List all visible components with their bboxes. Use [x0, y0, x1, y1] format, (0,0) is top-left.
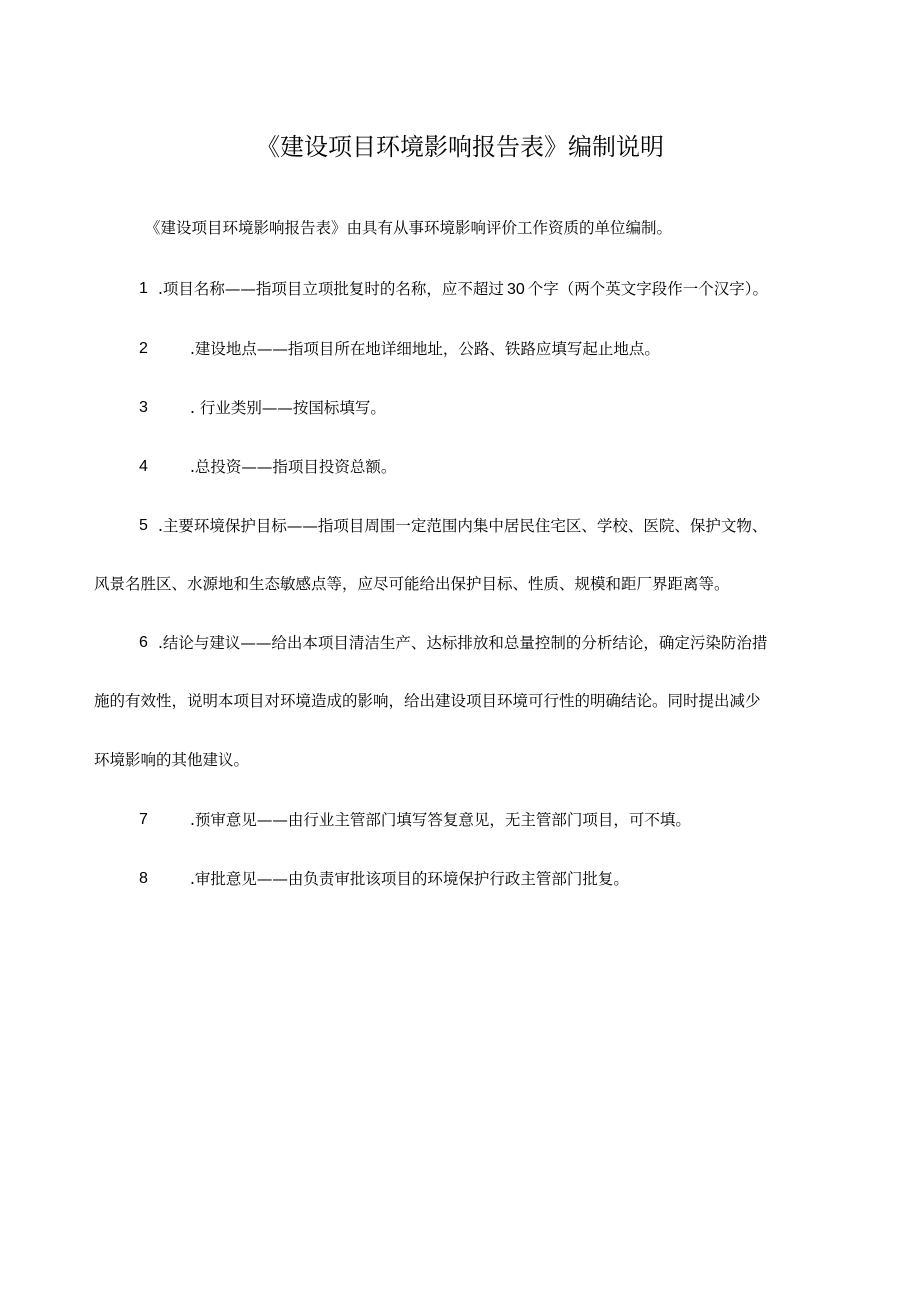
item-1-text-b: 个字（两个英文字段作一个汉字）。 [527, 280, 768, 298]
item-7-number: 7 [139, 811, 148, 828]
item-1-text [158, 278, 768, 301]
item-4-text: .总投资——指项目投资总额。 [190, 458, 397, 476]
document-title: 《建设项目环境影响报告表》编制说明 [256, 133, 664, 161]
item-6-continuation-1: 施的有效性，说明本项目对环境造成的影响，给出建设项目环境可行性的明确结论。同时提出减少 [94, 692, 761, 710]
item-4-number: 4 [139, 458, 148, 475]
item-8-number: 8 [139, 870, 148, 887]
item-6-continuation-2: 环境影响的其他建议。 [94, 751, 250, 769]
item-5-number: 5 [139, 517, 148, 534]
item-7-text: .预审意见——由行业主管部门填写答复意见，无主管部门项目，可不填。 [190, 811, 691, 829]
item-6-text: .结论与建议——给出本项目清洁生产、达标排放和总量控制的分析结论，确定污染防治措 [158, 634, 768, 652]
item-2-number: 2 [139, 340, 148, 357]
item-5-text: .主要环境保护目标——指项目周围一定范围内集中居民住宅区、学校、医院、保护文物、 [158, 517, 768, 535]
item-3-number: 3 [139, 399, 148, 416]
item-8-text: .审批意见——由负责审批该项目的环境保护行政主管部门批复。 [190, 870, 629, 888]
item-1-char-limit: 30 [506, 281, 525, 298]
item-1-text-a: .项目名称——指项目立项批复时的名称，应不超过 [158, 280, 504, 298]
item-6-number: 6 [139, 634, 148, 651]
item-2-text: .建设地点——指项目所在地详细地址，公路、铁路应填写起止地点。 [190, 340, 660, 358]
item-5-continuation: 风景名胜区、水源地和生态敏感点等，应尽可能给出保护目标、性质、规模和距厂界距离等。 [94, 575, 730, 593]
item-1-number: 1 [139, 280, 148, 297]
intro-paragraph: 《建设项目环境影响报告表》由具有从事环境影响评价工作资质的单位编制。 [145, 219, 673, 237]
item-3-text: . 行业类别——按国标填写。 [190, 399, 386, 417]
